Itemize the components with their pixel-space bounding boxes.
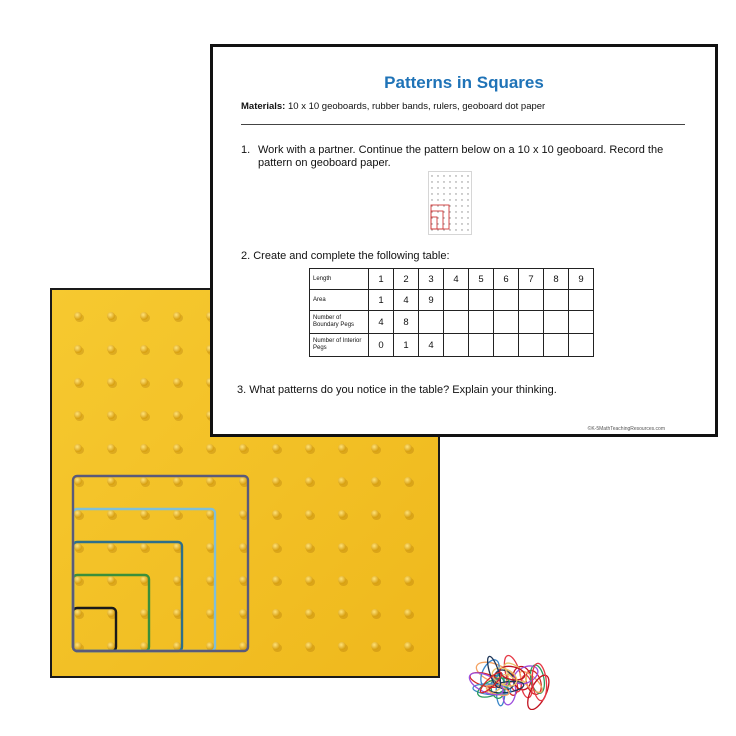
- peg: [338, 477, 346, 485]
- question-2: 2. Create and complete the following table:: [241, 250, 450, 262]
- peg: [107, 510, 115, 518]
- peg: [74, 477, 82, 485]
- peg: [107, 642, 115, 650]
- peg: [74, 444, 82, 452]
- mini-peg: [455, 193, 456, 194]
- mini-peg: [443, 175, 444, 176]
- mini-peg: [455, 211, 456, 212]
- mini-peg: [467, 175, 468, 176]
- peg: [140, 312, 148, 320]
- peg: [338, 642, 346, 650]
- peg: [239, 543, 247, 551]
- mini-peg: [443, 217, 444, 218]
- table-cell: [544, 334, 569, 357]
- table-cell: 4: [394, 290, 419, 311]
- copyright-text: ©K-5MathTeachingResources.com: [587, 426, 665, 432]
- peg: [371, 510, 379, 518]
- peg: [206, 543, 214, 551]
- peg: [272, 642, 280, 650]
- table-row: [310, 290, 594, 311]
- mini-peg: [461, 175, 462, 176]
- mini-peg: [467, 181, 468, 182]
- table-cell: [469, 290, 494, 311]
- rubber-bands-photo: [450, 650, 570, 710]
- mini-peg: [431, 187, 432, 188]
- peg: [338, 444, 346, 452]
- mini-peg: [461, 229, 462, 230]
- peg: [74, 312, 82, 320]
- peg: [404, 609, 412, 617]
- peg: [239, 477, 247, 485]
- mini-peg: [431, 175, 432, 176]
- mini-peg: [467, 223, 468, 224]
- peg: [239, 444, 247, 452]
- mini-peg: [443, 229, 444, 230]
- table-cell: 4: [444, 269, 469, 290]
- mini-peg: [443, 205, 444, 206]
- mini-peg: [455, 217, 456, 218]
- mini-peg: [431, 205, 432, 206]
- peg: [305, 510, 313, 518]
- table-cell: 4: [419, 334, 444, 357]
- peg: [140, 510, 148, 518]
- mini-peg: [449, 211, 450, 212]
- table-cell: [519, 311, 544, 334]
- peg: [239, 510, 247, 518]
- peg: [272, 510, 280, 518]
- mini-peg: [455, 223, 456, 224]
- table-cell: [469, 311, 494, 334]
- worksheet-title: Patterns in Squares: [384, 73, 544, 92]
- peg: [107, 312, 115, 320]
- table-cell: [444, 334, 469, 357]
- mini-peg: [461, 193, 462, 194]
- peg: [140, 444, 148, 452]
- peg: [74, 543, 82, 551]
- peg: [173, 312, 181, 320]
- question-1-text: Work with a partner. Continue the pattern below on a 10 x 10 geoboard. Record the pattern on geoboard paper.: [258, 144, 664, 169]
- peg: [140, 411, 148, 419]
- peg: [173, 609, 181, 617]
- table-cell: [419, 311, 444, 334]
- mini-peg: [449, 217, 450, 218]
- peg: [272, 576, 280, 584]
- table-cell: 1: [369, 290, 394, 311]
- table-cell: [569, 311, 594, 334]
- mini-peg: [449, 205, 450, 206]
- peg: [74, 609, 82, 617]
- peg: [305, 444, 313, 452]
- table-cell: 5: [469, 269, 494, 290]
- peg: [239, 609, 247, 617]
- mini-peg: [437, 217, 438, 218]
- peg: [107, 609, 115, 617]
- mini-peg: [443, 223, 444, 224]
- mini-peg: [437, 193, 438, 194]
- rubber-band: [523, 672, 553, 710]
- mini-peg: [455, 199, 456, 200]
- table-cell: 2: [394, 269, 419, 290]
- peg: [173, 477, 181, 485]
- peg: [206, 576, 214, 584]
- mini-peg: [443, 193, 444, 194]
- peg: [140, 378, 148, 386]
- mini-peg: [437, 211, 438, 212]
- mini-peg: [431, 217, 432, 218]
- peg: [74, 411, 82, 419]
- materials-line: [241, 101, 545, 112]
- divider: [241, 124, 685, 125]
- mini-peg: [431, 193, 432, 194]
- peg: [371, 444, 379, 452]
- peg: [107, 543, 115, 551]
- mini-peg: [449, 187, 450, 188]
- peg: [107, 444, 115, 452]
- peg: [140, 345, 148, 353]
- mini-peg: [455, 229, 456, 230]
- table-cell: [569, 290, 594, 311]
- mini-peg: [455, 187, 456, 188]
- peg: [74, 576, 82, 584]
- table-cell: [544, 290, 569, 311]
- peg: [305, 609, 313, 617]
- mini-peg: [455, 181, 456, 182]
- mini-peg: [437, 175, 438, 176]
- table-cell: [469, 334, 494, 357]
- mini-peg: [431, 223, 432, 224]
- mini-peg: [461, 187, 462, 188]
- peg: [338, 510, 346, 518]
- mini-peg: [461, 211, 462, 212]
- mini-peg: [467, 217, 468, 218]
- peg: [173, 345, 181, 353]
- mini-peg: [461, 181, 462, 182]
- peg: [173, 576, 181, 584]
- row-label: Length: [310, 269, 369, 290]
- mini-peg: [467, 211, 468, 212]
- table-cell: 3: [419, 269, 444, 290]
- peg: [371, 576, 379, 584]
- peg: [272, 477, 280, 485]
- mini-peg: [443, 181, 444, 182]
- peg: [272, 543, 280, 551]
- mini-peg: [461, 199, 462, 200]
- peg: [305, 543, 313, 551]
- mini-peg: [443, 187, 444, 188]
- worksheet: [210, 44, 718, 437]
- mini-peg: [455, 175, 456, 176]
- mini-peg: [431, 211, 432, 212]
- table-cell: [444, 311, 469, 334]
- peg: [173, 444, 181, 452]
- peg: [74, 642, 82, 650]
- mini-peg: [461, 223, 462, 224]
- question-3: 3. What patterns do you notice in the table? Explain your thinking.: [237, 384, 557, 396]
- table-cell: [519, 334, 544, 357]
- peg: [74, 378, 82, 386]
- mini-peg: [461, 217, 462, 218]
- peg: [272, 444, 280, 452]
- peg: [173, 378, 181, 386]
- peg: [239, 642, 247, 650]
- mini-peg: [437, 223, 438, 224]
- table-row: [310, 269, 594, 290]
- peg: [74, 510, 82, 518]
- mini-peg: [449, 193, 450, 194]
- mini-peg: [431, 181, 432, 182]
- peg: [371, 642, 379, 650]
- table-cell: [569, 334, 594, 357]
- peg: [140, 642, 148, 650]
- table-cell: 4: [369, 311, 394, 334]
- table-cell: 6: [494, 269, 519, 290]
- peg: [404, 477, 412, 485]
- peg: [107, 477, 115, 485]
- table-row: [310, 311, 594, 334]
- mini-peg: [449, 229, 450, 230]
- peg: [338, 543, 346, 551]
- table-cell: 7: [519, 269, 544, 290]
- row-label: Area: [310, 290, 369, 311]
- peg: [206, 477, 214, 485]
- mini-peg: [443, 211, 444, 212]
- mini-peg: [437, 205, 438, 206]
- mini-peg: [431, 199, 432, 200]
- peg: [107, 411, 115, 419]
- mini-peg: [437, 229, 438, 230]
- peg: [173, 411, 181, 419]
- peg: [239, 576, 247, 584]
- peg: [74, 345, 82, 353]
- mini-peg: [437, 187, 438, 188]
- peg: [371, 543, 379, 551]
- peg: [140, 576, 148, 584]
- peg: [173, 642, 181, 650]
- mini-peg: [467, 229, 468, 230]
- row-label: Number of Interior Pegs: [310, 334, 369, 357]
- mini-peg: [461, 205, 462, 206]
- peg: [107, 378, 115, 386]
- table-cell: 8: [394, 311, 419, 334]
- mini-peg: [467, 205, 468, 206]
- peg: [404, 543, 412, 551]
- peg: [305, 642, 313, 650]
- table-cell: [444, 290, 469, 311]
- materials-label: Materials:: [241, 101, 286, 112]
- table-cell: [494, 290, 519, 311]
- peg: [338, 609, 346, 617]
- peg: [404, 642, 412, 650]
- mini-peg: [467, 193, 468, 194]
- peg: [305, 477, 313, 485]
- table-cell: [544, 311, 569, 334]
- mini-peg: [437, 199, 438, 200]
- peg: [107, 345, 115, 353]
- mini-peg: [431, 229, 432, 230]
- pattern-table: [309, 268, 594, 357]
- table-cell: [494, 334, 519, 357]
- mini-peg: [467, 187, 468, 188]
- peg: [404, 444, 412, 452]
- peg: [173, 510, 181, 518]
- mini-peg: [449, 175, 450, 176]
- mini-peg: [455, 205, 456, 206]
- row-label: Number of Boundary Pegs: [310, 311, 369, 334]
- peg: [206, 609, 214, 617]
- table-cell: 9: [569, 269, 594, 290]
- table-cell: 1: [369, 269, 394, 290]
- mini-peg: [443, 199, 444, 200]
- mini-peg: [449, 199, 450, 200]
- peg: [206, 510, 214, 518]
- peg: [140, 477, 148, 485]
- peg: [404, 510, 412, 518]
- peg: [206, 642, 214, 650]
- peg: [107, 576, 115, 584]
- table-cell: [494, 311, 519, 334]
- table-cell: 8: [544, 269, 569, 290]
- peg: [371, 609, 379, 617]
- mini-peg: [437, 181, 438, 182]
- table-row: [310, 334, 594, 357]
- peg: [338, 576, 346, 584]
- peg: [140, 543, 148, 551]
- materials-text: 10 x 10 geoboards, rubber bands, rulers, geoboard dot paper: [288, 101, 546, 112]
- mini-peg: [449, 223, 450, 224]
- peg: [140, 609, 148, 617]
- peg: [206, 444, 214, 452]
- peg: [371, 477, 379, 485]
- peg: [272, 609, 280, 617]
- peg: [173, 543, 181, 551]
- peg: [404, 576, 412, 584]
- table-cell: 0: [369, 334, 394, 357]
- mini-grid-frame: [429, 172, 472, 235]
- table-cell: [519, 290, 544, 311]
- mini-peg: [449, 181, 450, 182]
- mini-geoboard-diagram: [428, 171, 472, 235]
- table-cell: 9: [419, 290, 444, 311]
- question-1-number: 1.: [241, 144, 251, 156]
- mini-peg: [467, 199, 468, 200]
- peg: [305, 576, 313, 584]
- table-cell: 1: [394, 334, 419, 357]
